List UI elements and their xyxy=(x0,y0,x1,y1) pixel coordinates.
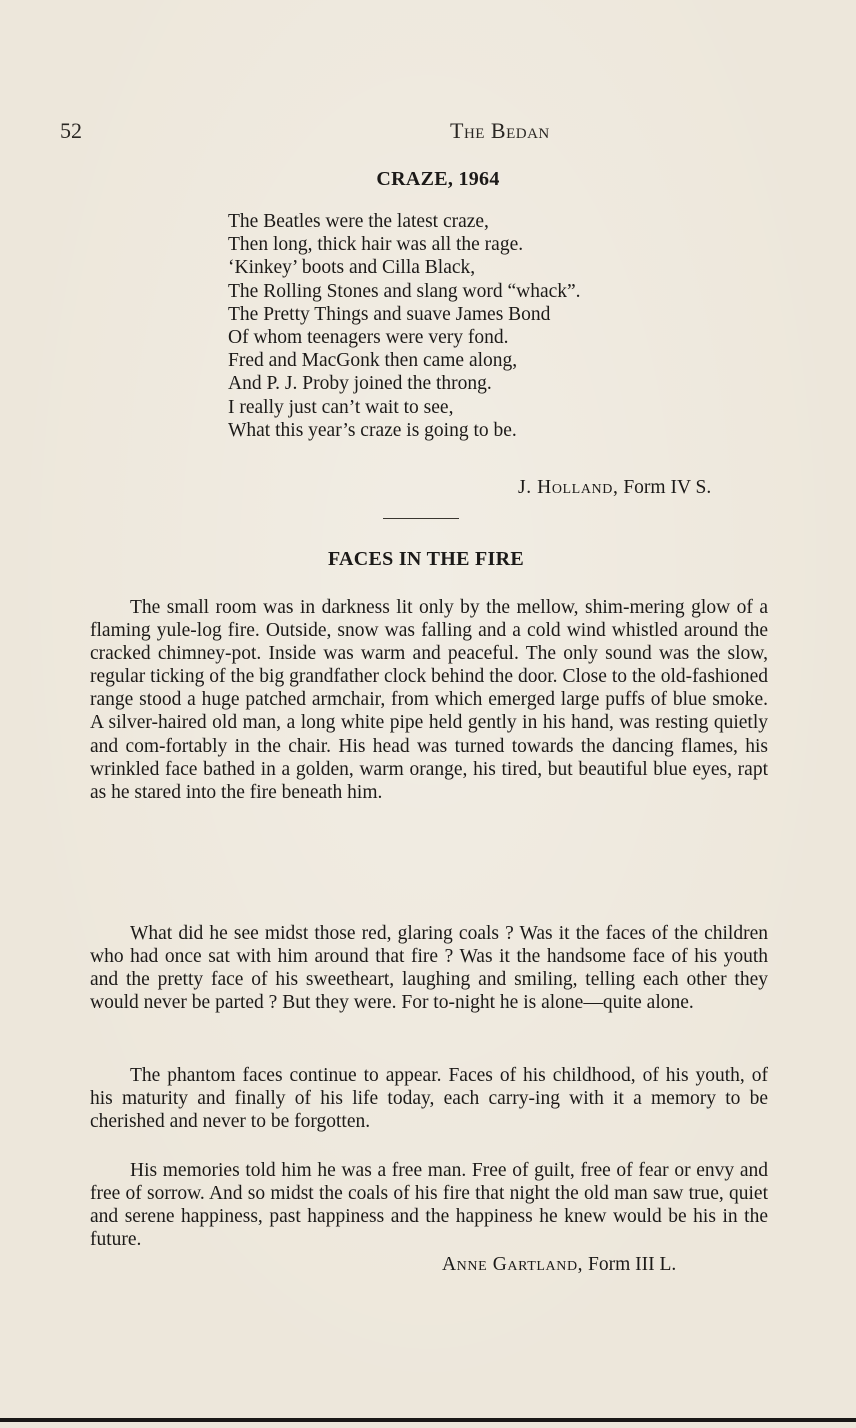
poem-line: The Rolling Stones and slang word “whack”. xyxy=(228,280,581,302)
page-header xyxy=(60,118,760,148)
poem-line: Then long, thick hair was all the rage. xyxy=(228,234,524,256)
poem-line: I really just can’t wait to see, xyxy=(228,396,454,418)
essay-paragraph: What did he see midst those red, glaring coals ? Was it the faces of the children who had once sat with him around that fire ? Was it the handsome face of his youth and the pretty face of his sweetheart, laughing and smiling, telling each other they would never be parted ? But they were. For to-night he is alone—quite alone. xyxy=(90,923,768,1014)
poem-line: The Beatles were the latest craze, xyxy=(228,211,489,232)
essay-author: Anne Gartland, xyxy=(442,1254,584,1275)
poem-author: J. Holland, xyxy=(518,477,619,498)
essay-form: Form III L. xyxy=(588,1254,677,1275)
poem-line: ‘Kinkey’ boots and Cilla Black, xyxy=(228,257,476,279)
essay-paragraph: His memories told him he was a free man. Free of guilt, free of fear or envy and free of sorrow. And so midst the coals of his fire that night the old man saw true, quiet and serene happiness, past happiness and the happiness he knew would be his in the future. xyxy=(90,1160,768,1251)
poem-body xyxy=(228,210,581,442)
poem-line: What this year’s craze is going to be. xyxy=(228,419,517,441)
section-divider xyxy=(383,518,459,519)
poem-line: Of whom teenagers were very fond. xyxy=(228,327,509,349)
essay-paragraph: The phantom faces continue to appear. Faces of his childhood, of his youth, of his maturity and finally of his life today, each carry-ing with it a memory to be cherished and never to be forgotten. xyxy=(90,1065,768,1133)
page-number: 52 xyxy=(60,118,82,143)
essay-title: FACES IN THE FIRE xyxy=(327,548,525,570)
poem-line: And P. J. Proby joined the throng. xyxy=(228,373,492,395)
poem-title: CRAZE, 1964 xyxy=(376,168,500,190)
essay-attribution xyxy=(442,1254,676,1276)
essay-paragraph: The small room was in darkness lit only by the mellow, shim-mering glow of a flaming yule-log fire. Outside, snow was falling and a cold wind whistled around the cracked chimney-pot. Inside was warm and peaceful. The only sound was the slow, regular ticking of the big grandfather clock behind the door. Close to the old-fashioned range stood a huge patched armchair, from which emerged large puffs of blue smoke. A silver-haired old man, a long white pipe held gently in his hand, was resting quietly and com-fortably in the chair. His head was turned towards the dancing flames, his wrinkled face bathed in a golden, warm orange, his tired, but beautiful blue eyes, rapt as he stared into the fire beneath him. xyxy=(90,597,768,803)
page-bottom-edge xyxy=(0,1418,856,1422)
poem-attribution xyxy=(518,477,711,499)
running-title: The Bedan xyxy=(450,118,550,143)
poem-line: Fred and MacGonk then came along, xyxy=(228,350,518,372)
poem-form: Form IV S. xyxy=(623,477,712,498)
poem-line: The Pretty Things and suave James Bond xyxy=(228,303,551,325)
